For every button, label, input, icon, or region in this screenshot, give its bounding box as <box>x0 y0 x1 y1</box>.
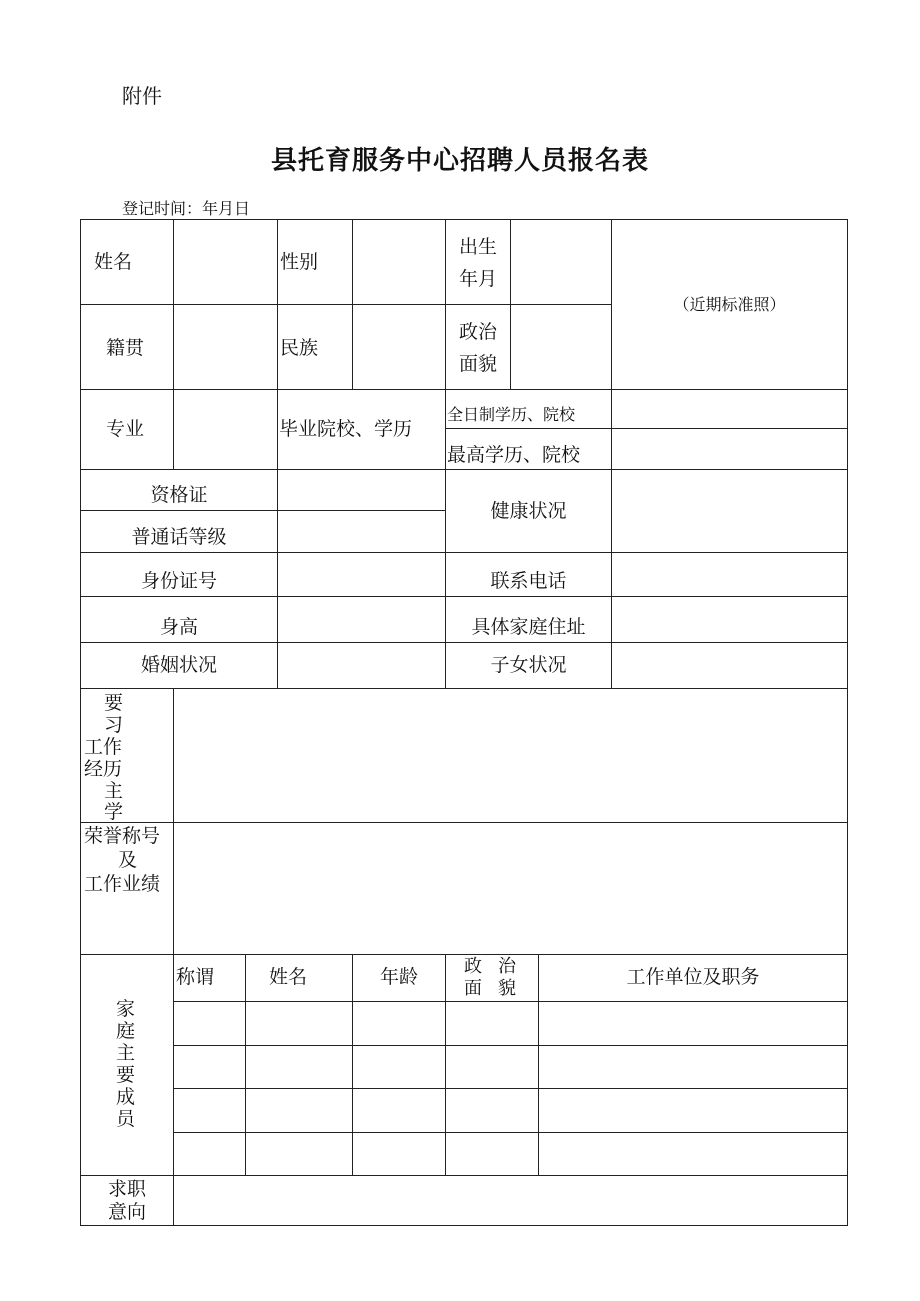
label-intent-1: 求职 <box>108 1178 147 1200</box>
label-ethnic: 民族 <box>280 337 319 359</box>
photo-placeholder: （近期标准照） <box>673 295 786 314</box>
label-children: 子女状况 <box>490 654 567 676</box>
input-height[interactable] <box>278 597 444 641</box>
input-major[interactable] <box>174 390 276 468</box>
label-certificate: 资格证 <box>150 484 208 506</box>
input-health[interactable] <box>612 470 846 551</box>
input-certificate[interactable] <box>278 470 444 509</box>
family-cell[interactable] <box>174 1089 244 1131</box>
label-major: 专业 <box>106 418 145 440</box>
family-cell[interactable] <box>353 1046 444 1087</box>
label-family-5: 成 <box>116 1086 136 1108</box>
label-height: 身高 <box>159 616 198 638</box>
family-col-age: 年龄 <box>379 966 418 988</box>
label-political-1: 政治 <box>458 321 497 343</box>
family-cell[interactable] <box>246 1089 351 1131</box>
input-ethnic[interactable] <box>353 305 444 388</box>
family-col-political-a: 政 <box>464 956 482 977</box>
label-family-2: 庭 <box>116 1020 136 1042</box>
family-cell[interactable] <box>446 1002 537 1044</box>
label-marital: 婚姻状况 <box>140 654 217 676</box>
register-time: 登记时间：年月日 <box>122 199 251 218</box>
family-cell[interactable] <box>246 1046 351 1087</box>
input-highest[interactable] <box>612 429 846 468</box>
label-political-2: 面貌 <box>458 353 497 375</box>
label-address: 具体家庭住址 <box>471 616 586 638</box>
label-resume-3: 工作 <box>84 736 123 758</box>
family-cell[interactable] <box>539 1133 846 1174</box>
input-mandarin[interactable] <box>278 511 444 551</box>
label-school-degree: 毕业院校、学历 <box>279 418 413 440</box>
label-family-6: 员 <box>116 1108 136 1130</box>
input-birth[interactable] <box>511 220 610 303</box>
input-fulltime[interactable] <box>612 390 846 427</box>
family-col-work: 工作单位及职务 <box>626 966 760 988</box>
label-family-4: 要 <box>116 1064 136 1086</box>
attachment-label: 附件 <box>122 84 162 108</box>
family-cell[interactable] <box>246 1133 351 1174</box>
family-col-political-b: 治 <box>498 956 516 977</box>
label-id-number: 身份证号 <box>140 570 217 592</box>
form-title: 县托育服务中心招聘人员报名表 <box>270 146 649 176</box>
label-fulltime: 全日制学历、院校 <box>447 405 576 424</box>
input-resume[interactable] <box>174 689 846 821</box>
input-phone[interactable] <box>612 553 846 595</box>
family-cell[interactable] <box>353 1002 444 1044</box>
input-native[interactable] <box>174 305 276 388</box>
label-phone: 联系电话 <box>490 570 567 592</box>
label-health: 健康状况 <box>490 500 567 522</box>
label-native: 籍贯 <box>106 337 145 359</box>
family-cell[interactable] <box>174 1002 244 1044</box>
label-resume-2: 习 <box>104 714 124 736</box>
label-resume-1: 要 <box>104 692 124 714</box>
label-gender: 性别 <box>280 251 319 273</box>
family-col-name: 姓名 <box>268 966 307 988</box>
label-family-3: 主 <box>116 1042 136 1064</box>
input-political[interactable] <box>511 305 610 388</box>
family-cell[interactable] <box>246 1002 351 1044</box>
input-children[interactable] <box>612 643 846 687</box>
family-cell[interactable] <box>174 1046 244 1087</box>
family-cell[interactable] <box>174 1133 244 1174</box>
label-intent-2: 意向 <box>108 1201 147 1223</box>
input-gender[interactable] <box>353 220 444 303</box>
label-honors-1: 荣誉称号 <box>84 825 161 847</box>
family-col-relation: 称谓 <box>176 966 215 988</box>
label-resume-5: 主 <box>104 780 124 802</box>
label-honors-2: 及 <box>118 849 138 871</box>
input-name[interactable] <box>174 220 276 303</box>
family-col-political-d: 貌 <box>498 978 516 999</box>
label-family-1: 家 <box>116 998 136 1020</box>
family-cell[interactable] <box>539 1002 846 1044</box>
input-address[interactable] <box>612 597 846 641</box>
family-cell[interactable] <box>539 1089 846 1131</box>
family-col-political-c: 面 <box>464 978 482 999</box>
family-cell[interactable] <box>353 1133 444 1174</box>
family-cell[interactable] <box>353 1089 444 1131</box>
label-honors-3: 工作业绩 <box>84 873 161 895</box>
label-resume-4: 经历 <box>84 758 123 780</box>
label-resume-6: 学 <box>104 801 124 823</box>
label-mandarin: 普通话等级 <box>131 526 227 548</box>
family-cell[interactable] <box>446 1046 537 1087</box>
input-job-intention[interactable] <box>174 1176 846 1224</box>
input-honors[interactable] <box>174 823 846 953</box>
label-highest: 最高学历、院校 <box>447 444 581 466</box>
label-birth-2: 年月 <box>458 268 497 290</box>
family-cell[interactable] <box>539 1046 846 1087</box>
input-marital[interactable] <box>278 643 444 687</box>
label-birth-1: 出生 <box>458 236 497 258</box>
family-cell[interactable] <box>446 1133 537 1174</box>
input-id-number[interactable] <box>278 553 444 595</box>
label-name: 姓名 <box>94 251 133 273</box>
family-cell[interactable] <box>446 1089 537 1131</box>
